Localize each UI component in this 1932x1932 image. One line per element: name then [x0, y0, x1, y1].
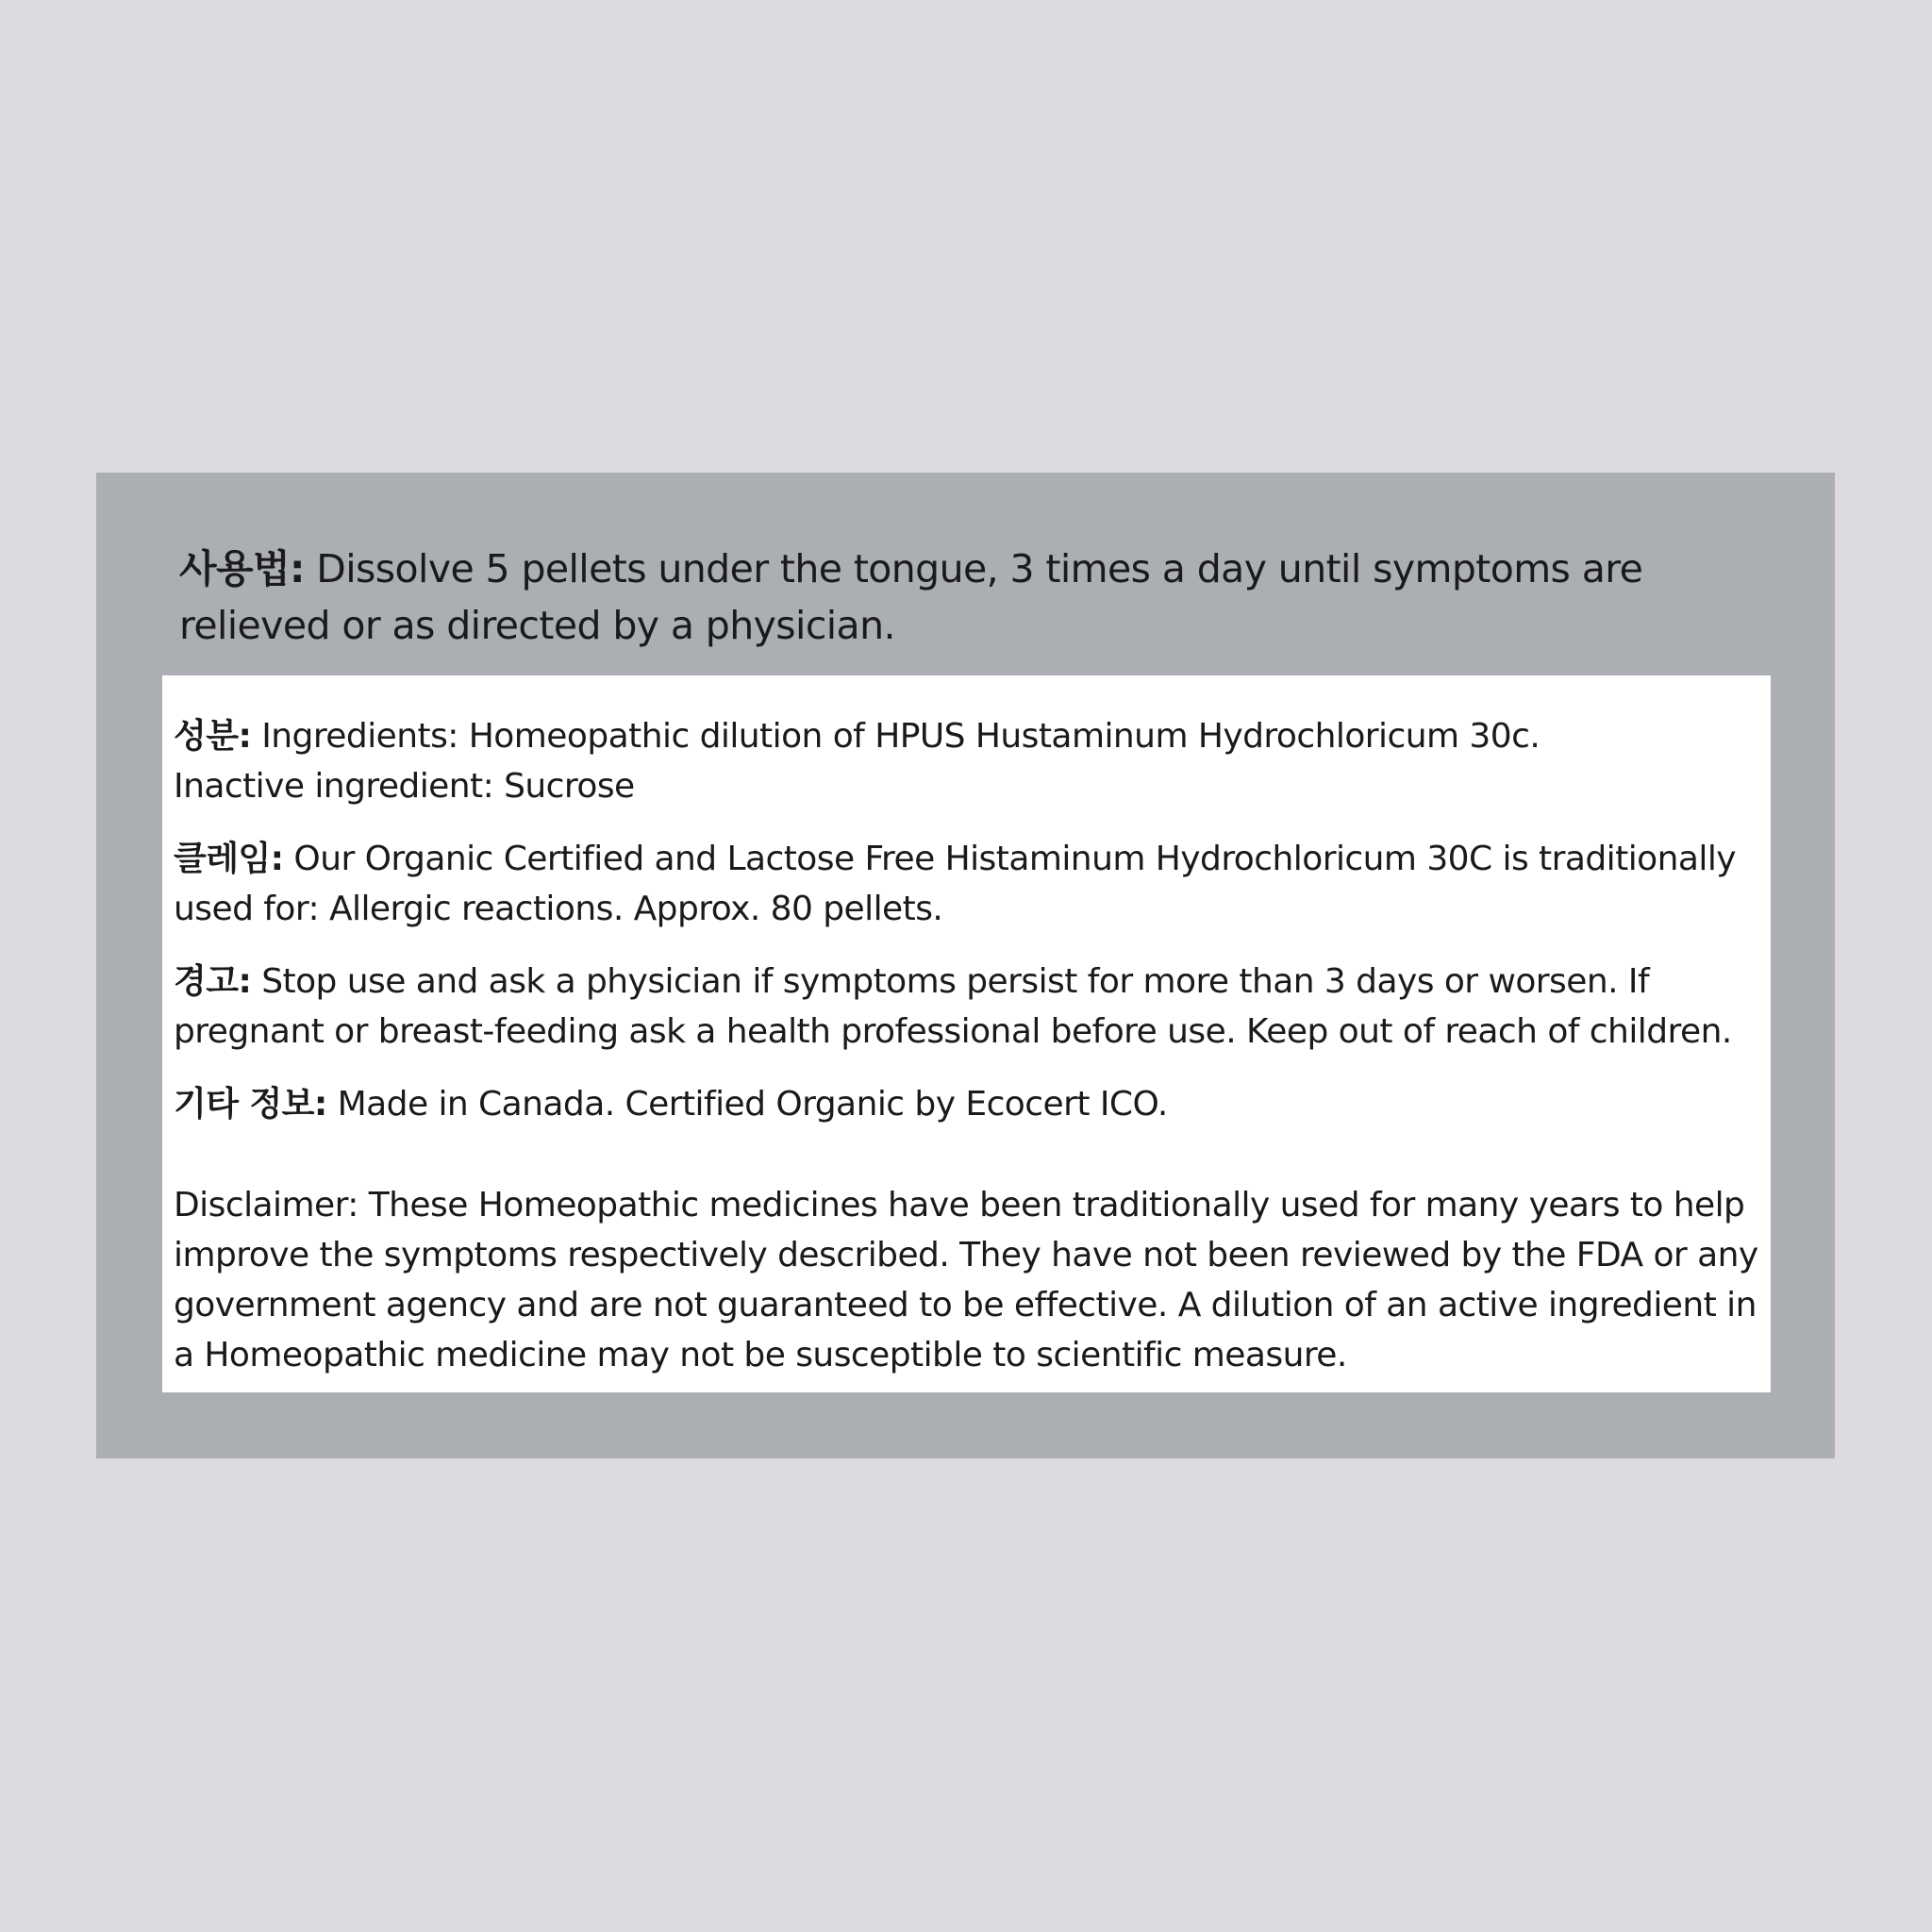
warning-label: 경고:	[174, 962, 252, 1001]
other-info-text: Made in Canada. Certified Organic by Ecocert ICO.	[326, 1085, 1168, 1124]
directions-section	[179, 541, 1764, 654]
ingredients-label: 성분:	[174, 717, 252, 756]
disclaimer-text: Disclaimer: These Homeopathic medicines have been traditionally used for many years to help improve the symptoms respectively described. They have not been reviewed by the FDA or any government agency and are not guaranteed to be effective. A dilution of an active ingredient in a Homeopathic medicine may not be susceptible to scientific measure.	[174, 1186, 1758, 1374]
ingredients-text: Ingredients: Homeopathic dilution of HPUS Hustaminum Hydrochloricum 30c.	[251, 717, 1541, 756]
directions-text: Dissolve 5 pellets under the tongue, 3 times a day until symptoms are relieved or as directed by a physician.	[179, 546, 1643, 648]
directions-label: 사용법:	[179, 546, 305, 591]
other-info-label: 기타 정보:	[174, 1085, 327, 1124]
inactive-ingredient-text: Inactive ingredient: Sucrose	[174, 767, 635, 806]
claims-section	[174, 834, 1759, 934]
warning-text: Stop use and ask a physician if symptoms persist for more than 3 days or worsen. If pregnant or breast-feeding ask a health professional before use. Keep out of reach of children.	[174, 962, 1732, 1051]
label-panel	[96, 473, 1835, 1458]
other-info-section	[174, 1079, 1759, 1129]
claims-text: Our Organic Certified and Lactose Free Histaminum Hydrochloricum 30C is traditionally used for: Allergic reactions. Approx. 80 pellets.	[174, 840, 1737, 928]
info-box	[162, 675, 1771, 1392]
claims-label: 클레임:	[174, 840, 284, 878]
ingredients-section	[174, 711, 1759, 811]
warning-section	[174, 957, 1759, 1057]
